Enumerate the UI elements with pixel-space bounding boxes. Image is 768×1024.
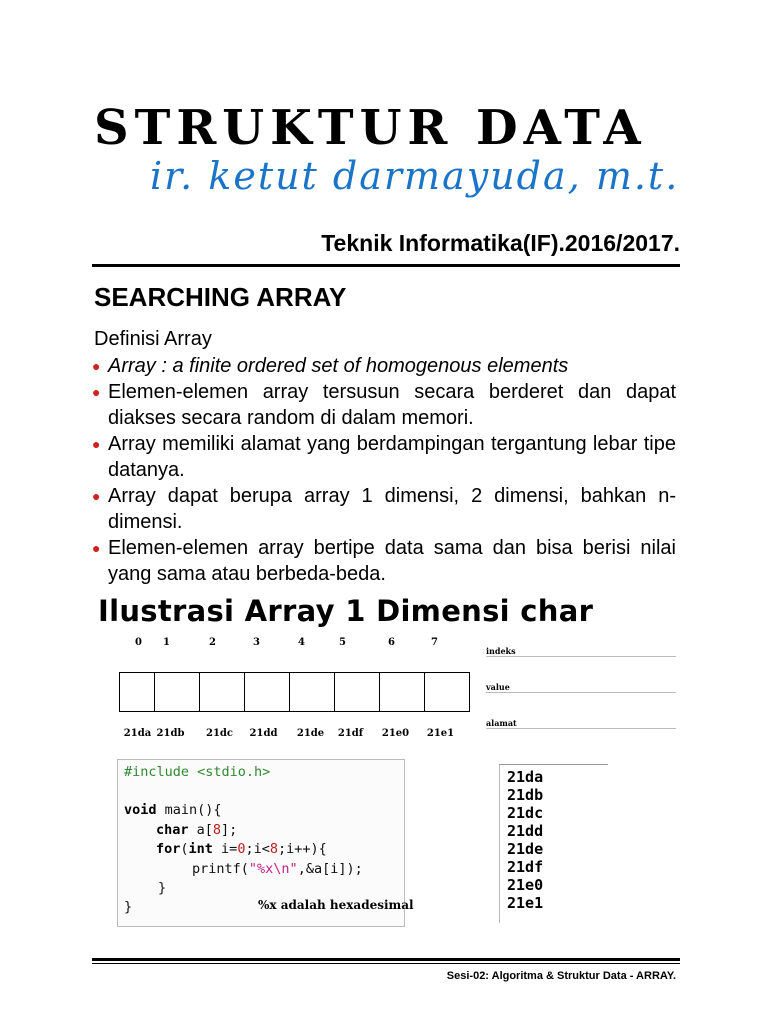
list-item	[92, 535, 676, 587]
output-line: 21dd	[507, 822, 544, 840]
array-address: 21dc	[206, 728, 233, 739]
bullet-icon: ●	[92, 488, 101, 504]
output-line: 21e0	[507, 876, 544, 894]
code-keyword: for	[156, 841, 181, 857]
code-number: 8	[212, 822, 222, 838]
array-cell	[154, 672, 200, 712]
code-keyword: void	[124, 802, 157, 818]
list-item	[92, 353, 676, 379]
array-cell	[424, 672, 470, 712]
array-cell	[379, 672, 425, 712]
illustration-title: Ilustrasi Array 1 Dimensi char	[98, 594, 594, 628]
side-divider	[486, 728, 676, 729]
code-string: "%x\n"	[248, 861, 298, 877]
output-line: 21da	[507, 768, 544, 786]
array-index: 2	[209, 637, 216, 648]
code-text: ,&a[i]);	[297, 861, 363, 877]
array-index: 3	[253, 637, 260, 648]
array-index: 7	[431, 637, 438, 648]
array-index: 4	[298, 637, 305, 648]
code-keyword: int	[188, 841, 213, 857]
page-footer: Sesi-02: Algoritma & Struktur Data - ARRAY.	[446, 970, 676, 982]
bullet-text: Array : a finite ordered set of homogenous elements	[108, 355, 569, 377]
list-item	[92, 431, 676, 483]
bullet-icon: ●	[92, 358, 101, 374]
code-text: (	[180, 841, 189, 857]
document-title: STRUKTUR DATA	[94, 100, 647, 156]
value-row-label: value	[486, 682, 510, 692]
bullet-icon: ●	[92, 436, 101, 452]
author-name: ir. ketut darmayuda, m.t.	[150, 154, 680, 198]
array-cell	[334, 672, 380, 712]
code-line-close: }	[124, 899, 133, 915]
code-text: ;i<	[245, 841, 270, 857]
code-line-include: #include <stdio.h>	[124, 764, 271, 780]
bullet-text: Elemen-elemen array bertipe data sama dan bisa berisi nilai yang sama atau berbeda-beda.	[108, 537, 676, 585]
array-address: 21dd	[249, 728, 278, 739]
array-cell	[199, 672, 245, 712]
section-subheading: Definisi Array	[94, 328, 212, 350]
output-line: 21df	[507, 858, 544, 876]
bullet-text: Elemen-elemen array tersusun secara berderet dan dapat diakses secara random di dalam memori.	[108, 381, 676, 429]
array-cell	[244, 672, 290, 712]
code-text: a[	[188, 822, 213, 838]
array-address: 21df	[337, 728, 364, 739]
section-heading: SEARCHING ARRAY	[94, 282, 347, 312]
array-index: 5	[339, 637, 346, 648]
array-cell	[289, 672, 335, 712]
array-address: 21de	[296, 728, 325, 739]
list-item	[92, 379, 676, 431]
array-cell	[119, 672, 155, 712]
course-label: Teknik Informatika(IF).2016/2017.	[321, 230, 680, 256]
array-address: 21e1	[426, 728, 455, 739]
code-line-close: }	[158, 880, 167, 896]
array-index: 6	[388, 637, 395, 648]
code-keyword: char	[156, 822, 189, 838]
code-line-decl	[156, 821, 237, 839]
bullet-text: Array memiliki alamat yang berdampingan tergantung lebar tipe datanya.	[108, 433, 676, 481]
array-address: 21da	[123, 728, 152, 739]
code-line-main	[124, 801, 222, 819]
code-note: %x adalah hexadesimal	[258, 898, 414, 912]
code-text: ;i++){	[277, 841, 327, 857]
array-index: 0	[135, 637, 142, 648]
bullet-icon: ●	[92, 540, 101, 556]
output-line: 21dc	[507, 804, 544, 822]
output-line: 21de	[507, 840, 544, 858]
bullet-text: Array dapat berupa array 1 dimensi, 2 dimensi, bahkan n-dimensi.	[108, 485, 676, 533]
footer-divider	[92, 963, 680, 964]
array-address: 21e0	[381, 728, 410, 739]
code-text: i=	[212, 841, 238, 857]
output-line: 21e1	[507, 894, 544, 912]
code-text: ];	[221, 822, 238, 838]
index-row-label: indeks	[486, 646, 516, 656]
code-line-printf	[192, 860, 363, 878]
array-cells	[119, 672, 469, 712]
array-index: 1	[163, 637, 170, 648]
header-divider	[92, 264, 680, 267]
list-item	[92, 483, 676, 535]
code-text: printf(	[192, 861, 249, 877]
side-divider	[486, 692, 676, 693]
bullet-icon: ●	[92, 384, 101, 400]
side-divider	[486, 656, 676, 657]
output-line: 21db	[507, 786, 544, 804]
code-number: 0	[237, 841, 246, 857]
bullet-list	[92, 353, 676, 587]
array-address: 21db	[156, 728, 185, 739]
code-number: 8	[269, 841, 278, 857]
code-text: main(){	[156, 802, 222, 818]
code-line-for	[156, 840, 327, 858]
address-row-label: alamat	[486, 718, 517, 728]
footer-divider	[92, 958, 680, 961]
